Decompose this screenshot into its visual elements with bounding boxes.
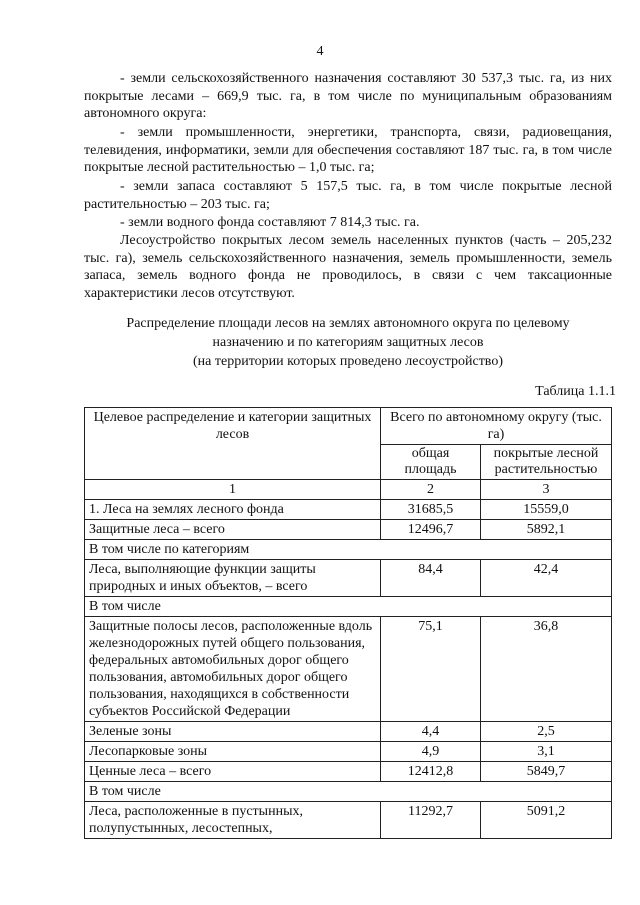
row-label: 1. Леса на землях лесного фонда — [85, 500, 381, 520]
paragraph-text: - земли запаса составляют 5 157,5 тыс. га, в том числе покрытые лесной растительностью – 203 тыс. га; — [84, 179, 612, 212]
row-total: 31685,5 — [381, 500, 481, 520]
column-number: 3 — [481, 480, 612, 500]
row-total: 75,1 — [381, 617, 481, 722]
page-number: 4 — [316, 44, 324, 59]
table-row — [85, 742, 612, 762]
table-row — [85, 540, 612, 560]
row-total: 11292,7 — [381, 802, 481, 839]
paragraph-forest-management — [84, 232, 612, 302]
paragraph-text: - земли сельскохозяйственного назначения составляют 30 537,3 тыс. га, из них покрытые лесами – 669,9 тыс. га, в том числе по муниципальным образованиям автономного округа: — [84, 71, 612, 122]
header-covered-area: покрытые лесной растительностью — [481, 445, 612, 480]
row-total: 4,4 — [381, 722, 481, 742]
row-covered: 5091,2 — [481, 802, 612, 839]
paragraph-text: - земли водного фонда составляют 7 814,3 тыс. га. — [120, 215, 420, 230]
paragraph-text: Лесоустройство покрытых лесом земель населенных пунктов (часть – 205,232 тыс. га), земель сельскохозяйственного назначения, земель промышленности, земель запаса, земель водного фонда не проводилось, в связи с чем таксационные характеристики лесов отсутствуют. — [84, 233, 612, 301]
row-total: 12496,7 — [381, 520, 481, 540]
paragraph-agricultural-lands — [84, 70, 612, 123]
caption-line: назначению и по категориям защитных лесов — [212, 335, 484, 350]
paragraph-industrial-lands — [84, 124, 612, 177]
header-total-area: общая площадь — [381, 445, 481, 480]
table-caption — [80, 314, 616, 371]
header-total-okrug: Всего по автономному округу (тыс. га) — [381, 408, 612, 445]
row-total: 4,9 — [381, 742, 481, 762]
table-label: Таблица 1.1.1 — [535, 384, 616, 399]
table-row — [85, 617, 612, 722]
row-label: Леса, выполняющие функции защиты природных и иных объектов, – всего — [85, 560, 381, 597]
table-row — [85, 762, 612, 782]
table-row — [85, 722, 612, 742]
header-category: Целевое распределение и категории защитных лесов — [85, 408, 381, 480]
row-label: Зеленые зоны — [85, 722, 381, 742]
row-section-label: В том числе — [85, 597, 612, 617]
table-row — [85, 802, 612, 839]
table-row — [85, 500, 612, 520]
column-number: 1 — [85, 480, 381, 500]
table-row — [85, 560, 612, 597]
row-covered: 5849,7 — [481, 762, 612, 782]
column-number: 2 — [381, 480, 481, 500]
table-row — [85, 520, 612, 540]
caption-line: (на территории которых проведено лесоустройство) — [193, 354, 503, 369]
row-total: 84,4 — [381, 560, 481, 597]
row-total: 12412,8 — [381, 762, 481, 782]
row-label: Защитные полосы лесов, расположенные вдоль железнодорожных путей общего пользования, федеральных автомобильных дорог общего пользования, автомобильных дорог общего пользования, находящихся в собственности субъектов Российской Федерации — [85, 617, 381, 722]
row-label: Ценные леса – всего — [85, 762, 381, 782]
forest-distribution-table — [84, 407, 612, 839]
row-covered: 36,8 — [481, 617, 612, 722]
paragraph-reserve-lands — [84, 178, 612, 213]
row-section-label: В том числе по категориям — [85, 540, 612, 560]
row-label: Лесопарковые зоны — [85, 742, 381, 762]
caption-line: Распределение площади лесов на землях автономного округа по целевому — [126, 316, 570, 331]
paragraph-text: - земли промышленности, энергетики, транспорта, связи, радиовещания, телевидения, информатики, земли для обеспечения составляют 187 тыс. га, в том числе покрытые лесной растительностью – 1,0 тыс. га; — [84, 125, 612, 176]
table-row — [85, 782, 612, 802]
paragraph-water-fund-lands — [84, 214, 612, 232]
row-covered: 2,5 — [481, 722, 612, 742]
row-covered: 5892,1 — [481, 520, 612, 540]
row-label: Защитные леса – всего — [85, 520, 381, 540]
row-section-label: В том числе — [85, 782, 612, 802]
row-covered: 42,4 — [481, 560, 612, 597]
table-row — [85, 597, 612, 617]
row-label: Леса, расположенные в пустынных, полупустынных, лесостепных, — [85, 802, 381, 839]
row-covered: 15559,0 — [481, 500, 612, 520]
row-covered: 3,1 — [481, 742, 612, 762]
